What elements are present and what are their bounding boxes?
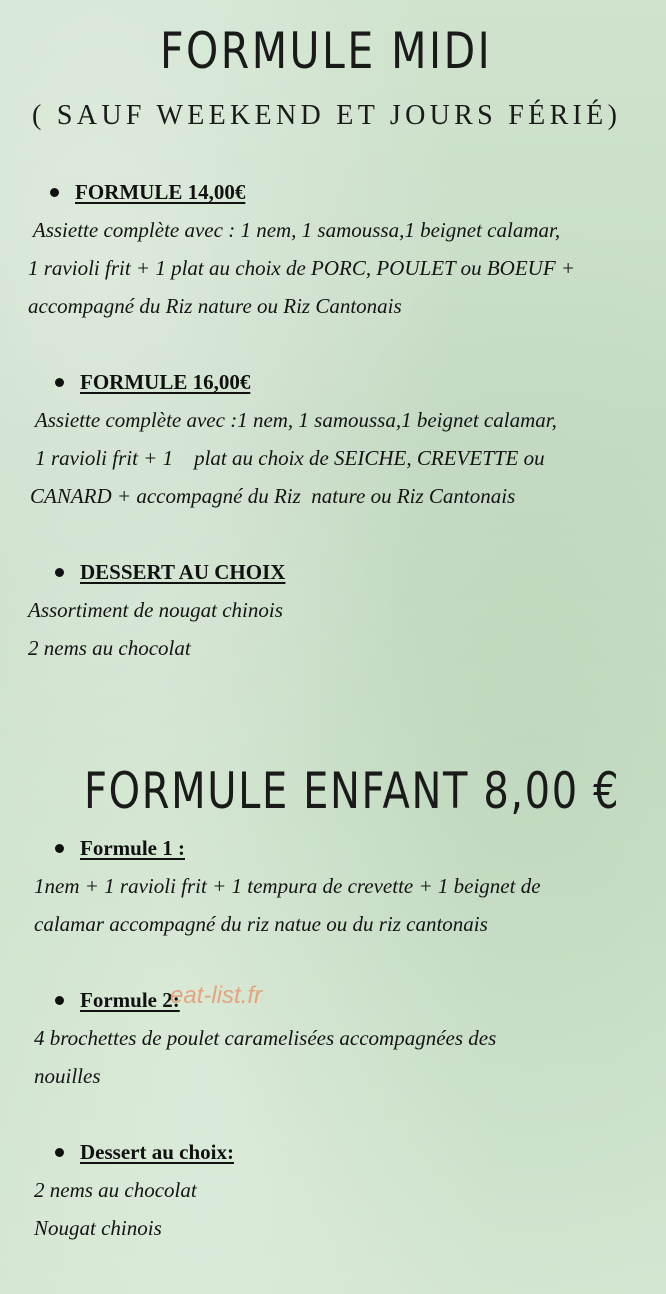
description-line: CANARD + accompagné du Riz nature ou Riz Cantonais <box>30 484 516 508</box>
menu-item-description <box>34 1171 197 1247</box>
description-line: 4 brochettes de poulet caramelisées accompagnées des <box>34 1026 497 1050</box>
menu-item-formule-1 <box>55 836 185 861</box>
menu-item-formule-16 <box>55 370 250 395</box>
description-line: 2 nems au chocolat <box>34 1178 197 1202</box>
description-line: accompagné du Riz nature ou Riz Cantonais <box>28 294 402 318</box>
menu-item-description <box>34 867 541 943</box>
description-line: Assiette complète avec :1 nem, 1 samoussa,1 beignet calamar, <box>30 408 557 432</box>
description-line: Nougat chinois <box>34 1216 162 1240</box>
menu-item-dessert-enfant <box>55 1140 234 1165</box>
menu-item-label: DESSERT AU CHOIX <box>80 560 286 584</box>
menu-item-label: FORMULE 16,00€ <box>80 370 251 394</box>
menu-item-label: Dessert au choix: <box>80 1140 234 1164</box>
bullet-icon <box>55 1148 64 1157</box>
menu-item-description <box>34 1019 496 1095</box>
section-title-enfant: FORMULE ENFANT 8,00 € <box>84 762 621 820</box>
bullet-icon <box>55 378 64 387</box>
description-line: 2 nems au chocolat <box>28 636 191 660</box>
description-line: 1 ravioli frit + 1 plat au choix de PORC, POULET ou BOEUF + <box>28 256 576 280</box>
description-line: nouilles <box>34 1064 101 1088</box>
menu-item-description <box>28 591 283 667</box>
description-line: calamar accompagné du riz natue ou du riz cantonais <box>34 912 488 936</box>
page-title: FORMULE MIDI <box>160 22 493 80</box>
bullet-icon <box>55 568 64 577</box>
description-line: Assortiment de nougat chinois <box>28 598 283 622</box>
menu-item-description <box>28 211 575 325</box>
menu-item-label: Formule 2: <box>80 988 180 1012</box>
menu-item-description <box>30 401 557 515</box>
description-line: Assiette complète avec : 1 nem, 1 samoussa,1 beignet calamar, <box>28 218 561 242</box>
menu-item-dessert-midi <box>55 560 285 585</box>
menu-item-label: FORMULE 14,00€ <box>75 180 246 204</box>
bullet-icon <box>50 188 59 197</box>
page-subtitle: ( SAUF WEEKEND ET JOURS FÉRIÉ) <box>32 100 622 131</box>
bullet-icon <box>55 996 64 1005</box>
menu-item-formule-14 <box>50 180 245 205</box>
description-line: 1 ravioli frit + 1 plat au choix de SEICHE, CREVETTE ou <box>30 446 545 470</box>
menu-item-label: Formule 1 : <box>80 836 185 860</box>
menu-item-formule-2 <box>55 988 180 1013</box>
bullet-icon <box>55 844 64 853</box>
watermark: eat-list.fr <box>170 982 263 1009</box>
description-line: 1nem + 1 ravioli frit + 1 tempura de crevette + 1 beignet de <box>34 874 541 898</box>
